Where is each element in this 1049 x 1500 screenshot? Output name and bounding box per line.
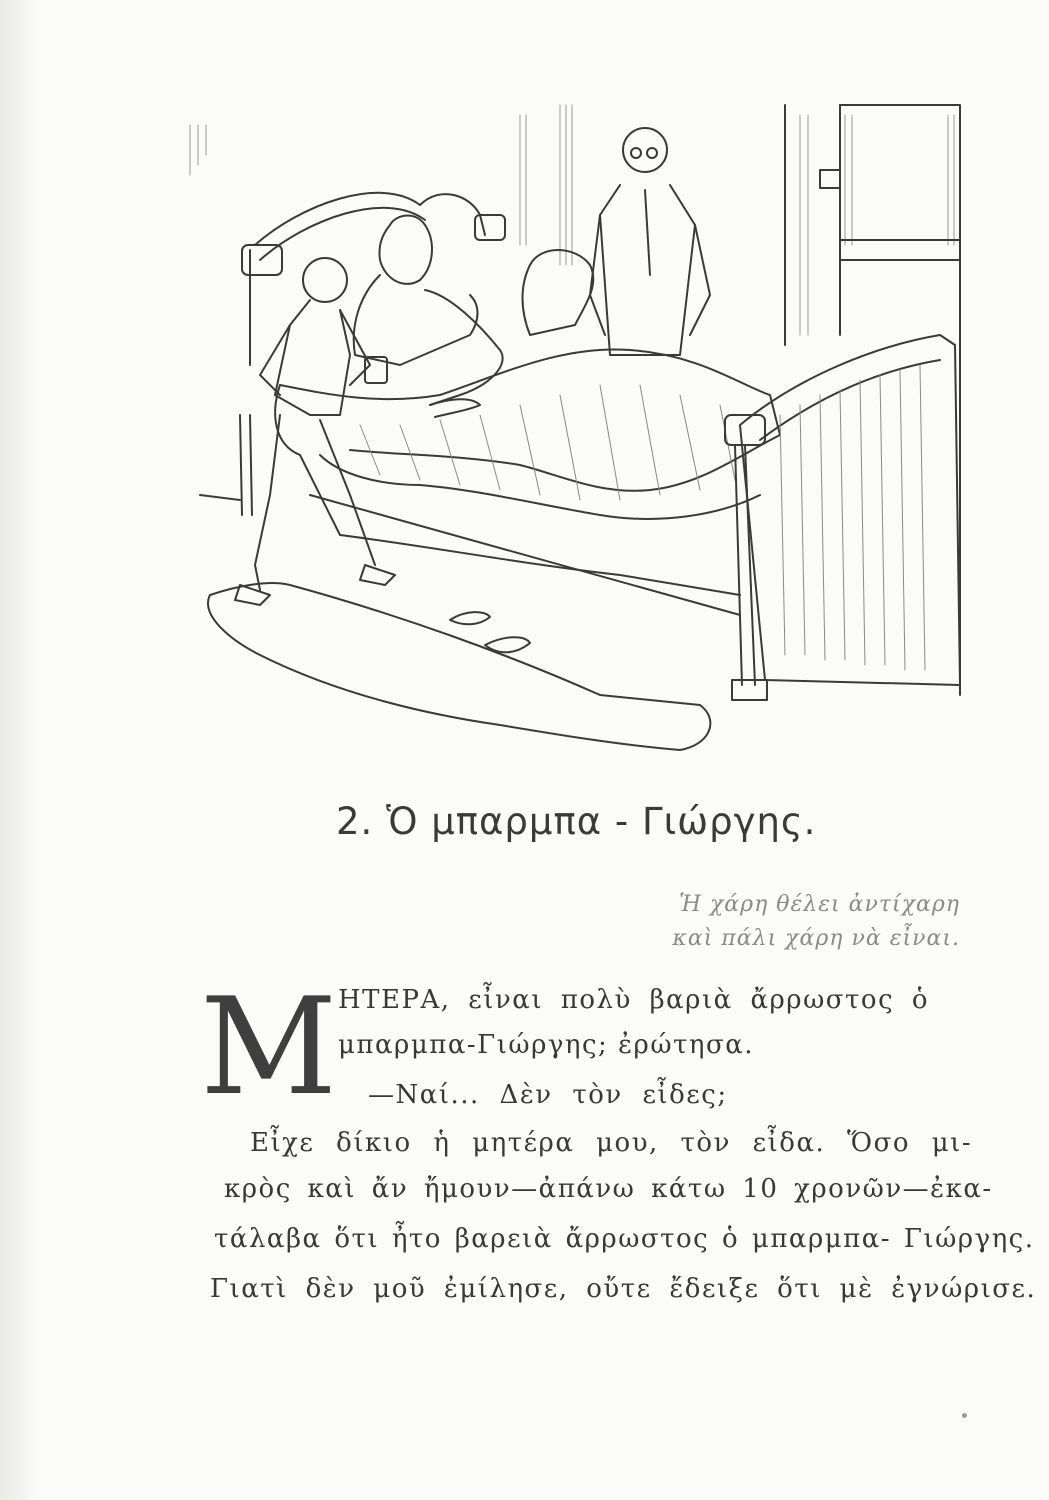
epigraph	[560, 888, 960, 956]
body-line: ΗΤΕΡΑ, εἶναι πολὺ βαριὰ ἄρρωστος ὁ	[338, 985, 930, 1015]
epigraph-line: Ἡ χάρη θέλει ἀντίχαρη	[679, 892, 960, 917]
body-line: Γιατὶ δὲν μοῦ ἐμίλησε, οὔτε ἔδειξε ὅτι μὲ ἐγνώρισε.	[210, 1274, 1037, 1304]
body-line: —Ναί... Δὲν τὸν εἶδες;	[368, 1080, 728, 1110]
illustration-sickbed-scene	[180, 95, 980, 755]
epigraph-line: καὶ πάλι χάρη νὰ εἶναι.	[672, 926, 960, 951]
body-line: τάλαβα ὅτι ἦτο βαρειὰ ἄρρωστος ὁ μπαρμπα- Γιώργης.	[214, 1224, 1035, 1254]
page-edge-shade	[0, 0, 40, 1500]
chapter-title: 2. Ὁ μπαρμπα - Γιώργης.	[336, 800, 817, 843]
illustration-drawing	[180, 95, 980, 755]
body-line: Εἶχε δίκιο ἡ μητέρα μου, τὸν εἶδα. Ὅσο μι-	[250, 1128, 973, 1158]
page-speck	[962, 1413, 967, 1418]
body-line: κρὸς καὶ ἄν ἤμουν—ἀπάνω κάτω 10 χρονῶν—ἐκα-	[224, 1174, 993, 1204]
drop-cap: Μ	[200, 969, 338, 1125]
body-line: μπαρμπα-Γιώργης; ἐρώτησα.	[338, 1030, 755, 1060]
